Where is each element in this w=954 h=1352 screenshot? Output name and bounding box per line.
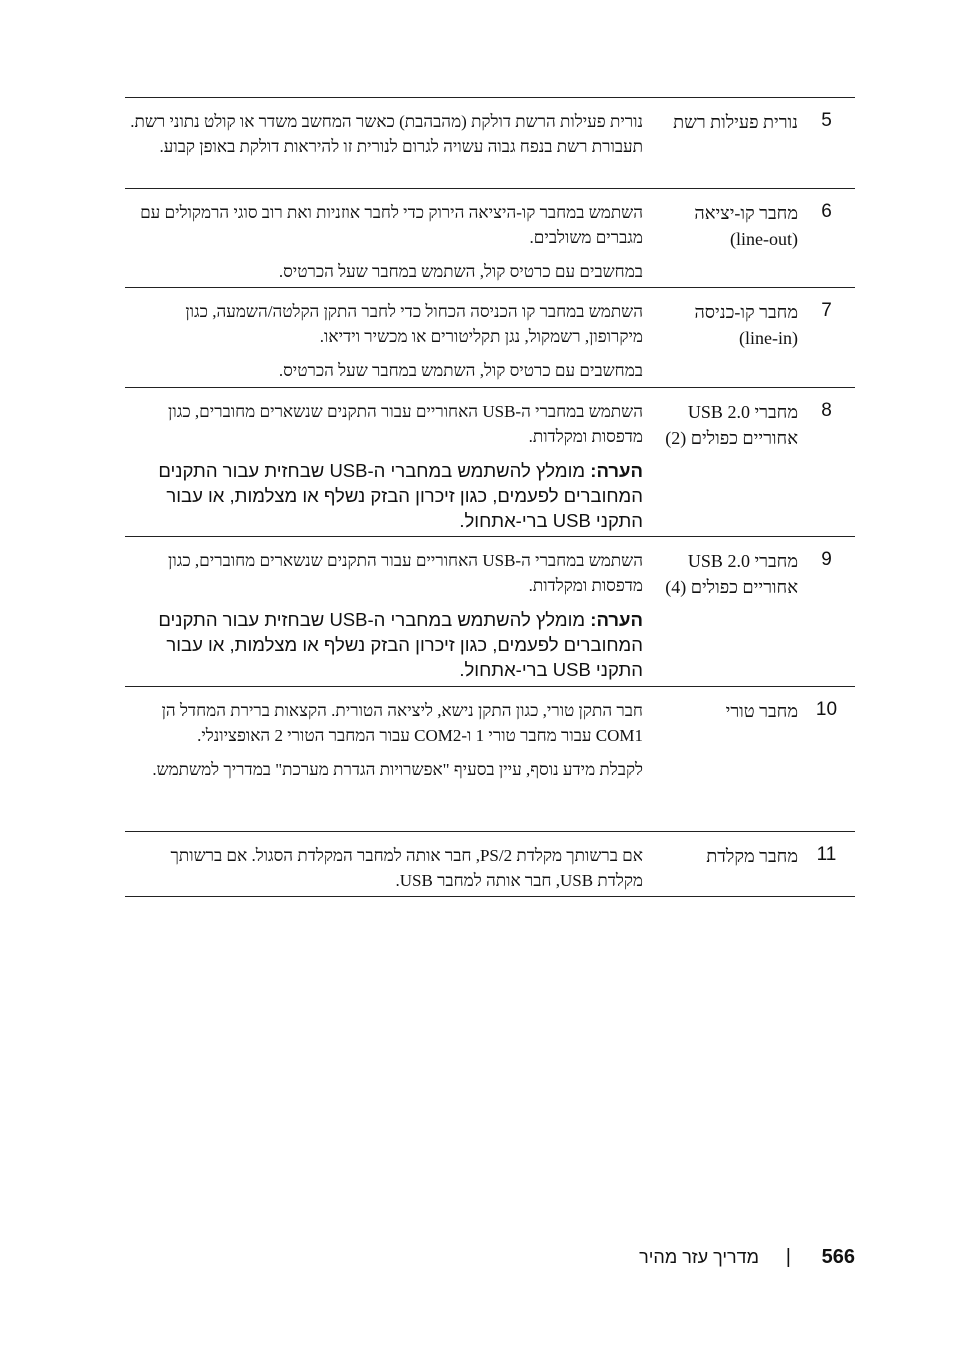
connector-description: השתמש במחברי ה-USB האחוריים עבור התקנים שנשארים מחוברים, כגון מדפסות ומקלדות. הערה: מומלץ להשתמש במחברי ה-USB שבחזית עבור התקנים המחוברים לפעמים, כגון זיכרון הבזק נשלף או מצלמות, או עבור התקני USB ברי-אתחול. [125,388,643,536]
connector-description: אם ברשותך מקלדת PS/2, חבר אותה למחבר המקלדת הסגול. אם ברשותך מקלדת USB, חבר אותה למחבר USB. [170,846,643,890]
note [129,458,643,533]
footer-title: מדריך עזר מהיר [639,1247,759,1267]
connector-description: השתמש במחבר קו הכניסה הכחול כדי לחבר התקן הקלטה/השמעה, כגון מיקרופון, רשמקול, נגן תקליטורים או מכשיר וידיאו. במחשבים עם כרטיס קול, השתמש במחבר שעל הכרטיס. [185,302,643,380]
note-label: הערה: [590,609,643,630]
connector-name: מחבר קו-כניסה (line-in) [694,302,798,348]
row-number: 9 [821,549,832,570]
row-number: 10 [815,699,838,720]
connector-name: נורית פעילות רשת [673,112,798,132]
page-number: 566 [821,1246,855,1268]
connector-name: מחבר קו-יציאה (line-out) [694,203,798,249]
table-row [125,831,855,897]
row-number: 7 [821,300,832,321]
connectors-table [125,97,855,897]
note-text: מומלץ להשתמש במחברי ה-USB שבחזית עבור התקנים המחוברים לפעמים, כגון זיכרון הבזק נשלף או מצלמות, או עבור התקני USB ברי-אתחול. [158,609,643,680]
connector-name: מחברי USB 2.0 אחוריים כפולים (2) [665,402,798,448]
connector-description: חבר התקן טורי, כגון התקן נישא, ליציאה הטורית. הקצאות ברירת המחדל הן COM1 עבור מחבר טורי 1 ו-COM2 עבור המחבר הטורי 2 האופציונלי. לקבלת מידע נוסף, עיין בסעיף "אפשרויות הגדרת מערכת" במדריך למשתמש. [152,701,643,779]
connector-description: השתמש במחבר קו-היציאה הירוק כדי לחבר אוזניות ואת רוב סוגי הרמקולים עם מגברים משולבים. במחשבים עם כרטיס קול, השתמש במחבר שעל הכרטיס. [140,203,643,281]
table-row [125,188,855,287]
note [129,607,643,682]
table-row [125,686,855,831]
row-number: 11 [816,844,837,865]
note-label: הערה: [590,460,643,481]
footer-separator: | [785,1246,791,1268]
note-text: מומלץ להשתמש במחברי ה-USB שבחזית עבור התקנים המחוברים לפעמים, כגון זיכרון הבזק נשלף או מצלמות, או עבור התקני USB ברי-אתחול. [158,460,643,531]
connector-name: מחבר טורי [725,701,798,721]
connector-name: מחברי USB 2.0 אחוריים כפולים (4) [665,551,798,597]
table-row [125,287,855,387]
row-number: 5 [821,110,832,131]
row-number: 6 [821,201,832,222]
row-number: 8 [821,400,832,421]
table-row [125,387,855,536]
table-row [125,536,855,686]
connector-name: מחבר מקלדת [706,846,798,866]
connector-description: השתמש במחברי ה-USB האחוריים עבור התקנים שנשארים מחוברים, כגון מדפסות ומקלדות. הערה: מומלץ להשתמש במחברי ה-USB שבחזית עבור התקנים המחוברים לפעמים, כגון זיכרון הבזק נשלף או מצלמות, או עבור התקני USB ברי-אתחול. [125,537,643,686]
connector-description: נורית פעילות הרשת דולקת (מהבהבת) כאשר המחשב משדר או קולט נתוני רשת. תעבורת רשת בנפח גבוה עשויה לגרום לנורית זו להיראות דולקת באופן קבוע. [130,112,643,156]
table-row [125,97,855,188]
page-footer [628,1246,855,1276]
